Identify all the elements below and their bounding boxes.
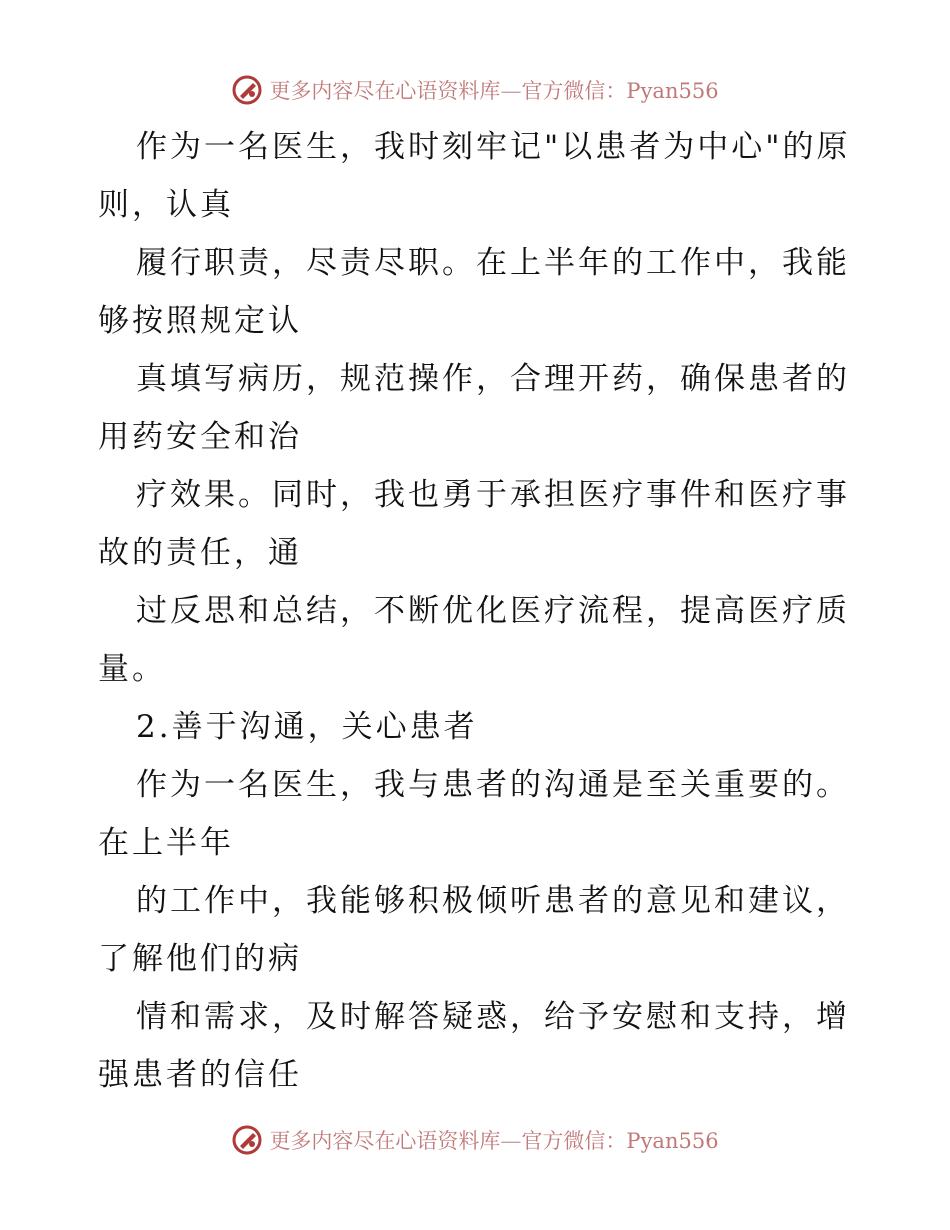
text-line: 情和需求，及时解答疑惑，给予安慰和支持，增 (136, 999, 850, 1035)
text-line: 的工作中，我能够积极倾听患者的意见和建议， (136, 883, 850, 919)
text-line: 够按照规定认 (98, 303, 302, 339)
header-banner (0, 70, 950, 110)
text-line: 履行职责，尽责尽职。在上半年的工作中，我能 (136, 245, 850, 281)
text-line: 在上半年 (98, 825, 234, 861)
text-line: 过反思和总结，不断优化医疗流程，提高医疗质 (136, 593, 850, 629)
footer-banner-contact: 官方微信：Pyan556 (521, 1129, 719, 1153)
brand-logo-icon (231, 74, 263, 106)
text-line: 则，认真 (98, 187, 234, 223)
text-line: 疗效果。同时，我也勇于承担医疗事件和医疗事 (136, 477, 850, 513)
footer-banner-text (269, 1125, 718, 1155)
header-banner-text (269, 75, 718, 105)
text-line: 了解他们的病 (98, 941, 302, 977)
text-line: 故的责任，通 (98, 535, 302, 571)
header-banner-contact: 官方微信：Pyan556 (521, 79, 719, 103)
text-line: 量。 (98, 651, 166, 687)
text-line: 强患者的信任 (98, 1057, 302, 1093)
document-body (98, 118, 858, 1104)
text-line: 作为一名医生，我时刻牢记"以患者为中心"的原 (136, 129, 851, 165)
footer-banner-title: 更多内容尽在心语资料库 (269, 1129, 501, 1153)
text-line: 作为一名医生，我与患者的沟通是至关重要的。 (136, 767, 850, 803)
footer-banner-dash: — (500, 1129, 522, 1153)
section-heading: 2.善于沟通，关心患者 (136, 709, 478, 745)
header-banner-dash: — (500, 79, 522, 103)
footer-banner (0, 1120, 950, 1160)
text-line: 用药安全和治 (98, 419, 302, 455)
brand-logo-icon (231, 1124, 263, 1156)
header-banner-title: 更多内容尽在心语资料库 (269, 79, 501, 103)
text-line: 真填写病历，规范操作，合理开药，确保患者的 (136, 361, 850, 397)
